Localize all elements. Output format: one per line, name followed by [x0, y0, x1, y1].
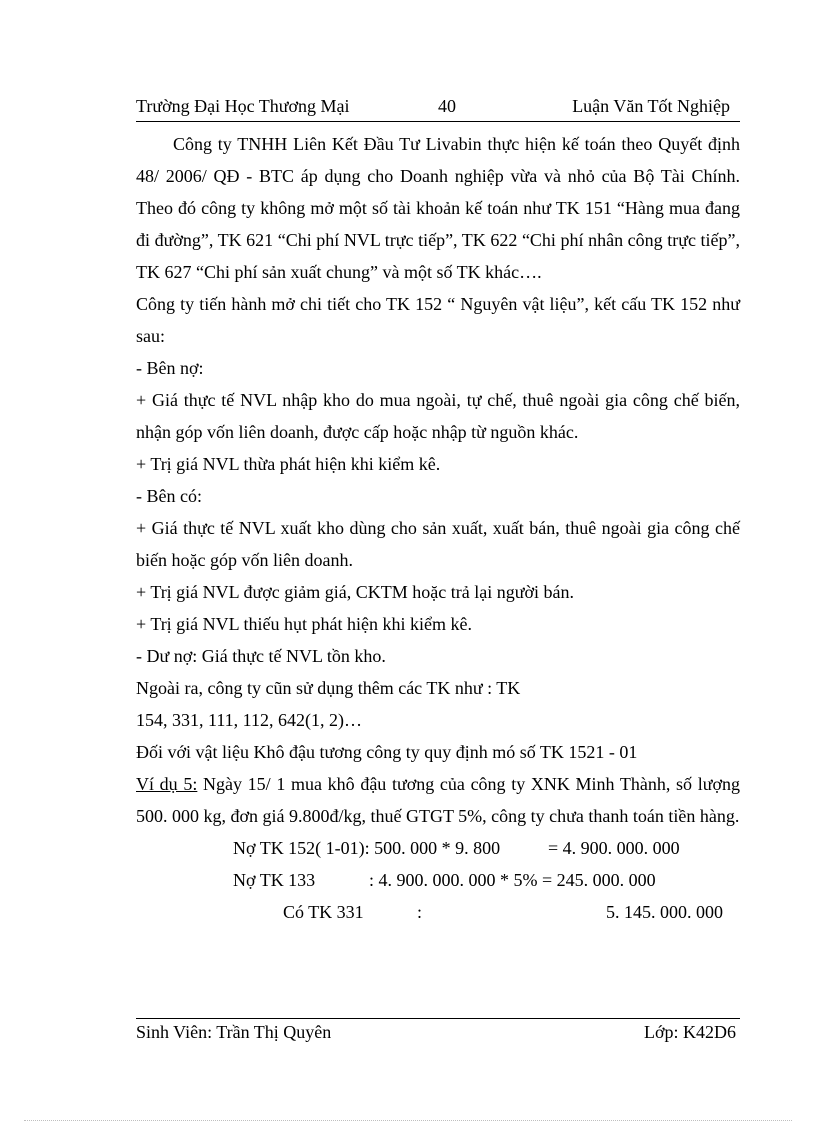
entry-separator: : 4. 900. 000. 000 * 5% = 245. 000. 000 — [369, 870, 656, 890]
header-school: Trường Đại Học Thương Mại — [136, 96, 350, 116]
header-doc-title: Luận Văn Tốt Nghiệp — [572, 96, 730, 116]
entry-account: Nợ TK 133 — [233, 870, 316, 890]
entry-amount: = 4. 900. 000. 000 — [548, 838, 680, 858]
page-footer — [136, 1022, 740, 1048]
document-body — [136, 128, 740, 928]
entry-separator: : — [417, 902, 423, 922]
credit-heading: - Bên có: — [136, 486, 202, 506]
paragraph-tk152-structure: Công ty tiến hành mở chi tiết cho TK 152 “ Nguyên vật liệu”, kết cấu TK 152 như sau: — [136, 294, 740, 346]
example-text: Ngày 15/ 1 mua khô đậu tương của công ty XNK Minh Thành, số lượng 500. 000 kg, đơn giá 9.800đ/kg, thuế GTGT 5%, công ty chưa thanh toán tiền hàng. — [136, 774, 740, 826]
journal-entry-credit-331 — [136, 896, 740, 928]
debit-heading: - Bên nợ: — [136, 358, 204, 378]
account-code-line: Đối với vật liệu Khô đậu tương công ty quy định mó số TK 1521 - 01 — [136, 742, 638, 762]
other-accounts-line-1: Ngoài ra, công ty cũn sử dụng thêm các TK như : TK — [136, 678, 521, 698]
credit-item-1: + Giá thực tế NVL xuất kho dùng cho sản xuất, xuất bán, thuê ngoài gia công chế biến hoặc góp vốn liên doanh. — [136, 518, 740, 570]
example-paragraph — [136, 768, 740, 832]
footer-class: Lớp: K42D6 — [643, 1022, 736, 1042]
journal-entries — [136, 832, 740, 928]
page-header — [136, 96, 740, 122]
debit-item-1: + Giá thực tế NVL nhập kho do mua ngoài, tự chế, thuê ngoài gia công chế biến, nhận góp vốn liên doanh, được cấp hoặc nhập từ nguồn khác. — [136, 390, 740, 442]
debit-item-2: + Trị giá NVL thừa phát hiện khi kiểm kê. — [136, 454, 441, 474]
footer-student: Sinh Viên: Trần Thị Quyên — [136, 1022, 332, 1042]
header-page-number: 40 — [438, 96, 456, 116]
entry-amount: 5. 145. 000. 000 — [606, 902, 723, 922]
example-label: Ví dụ 5: — [136, 774, 198, 794]
entry-account: Có TK 331 — [283, 902, 364, 922]
paragraph-intro: Công ty TNHH Liên Kết Đầu Tư Livabin thực hiện kế toán theo Quyết định 48/ 2006/ QĐ - BTC áp dụng cho Doanh nghiệp vừa và nhỏ của Bộ Tài Chính. Theo đó công ty không mở một số tài khoản kế toán như TK 151 “Hàng mua đang đi đường”, TK 621 “Chi phí NVL trực tiếp”, TK 622 “Chi phí nhân công trực tiếp”, TK 627 “Chi phí sản xuất chung” và một số TK khác…. — [136, 134, 740, 282]
entry-account: Nợ TK 152( 1-01): 500. 000 * 9. 800 — [233, 838, 501, 858]
journal-entry-debit-133 — [136, 864, 740, 896]
other-accounts-line-2: 154, 331, 111, 112, 642(1, 2)… — [136, 710, 362, 730]
credit-item-2: + Trị giá NVL được giảm giá, CKTM hoặc trả lại người bán. — [136, 582, 574, 602]
balance-line: - Dư nợ: Giá thực tế NVL tồn kho. — [136, 646, 386, 666]
page-bottom-edge — [24, 1120, 792, 1121]
header-rule — [136, 121, 740, 122]
credit-item-3: + Trị giá NVL thiếu hụt phát hiện khi kiểm kê. — [136, 614, 472, 634]
journal-entry-debit-152 — [136, 832, 740, 864]
footer-rule — [136, 1018, 740, 1019]
